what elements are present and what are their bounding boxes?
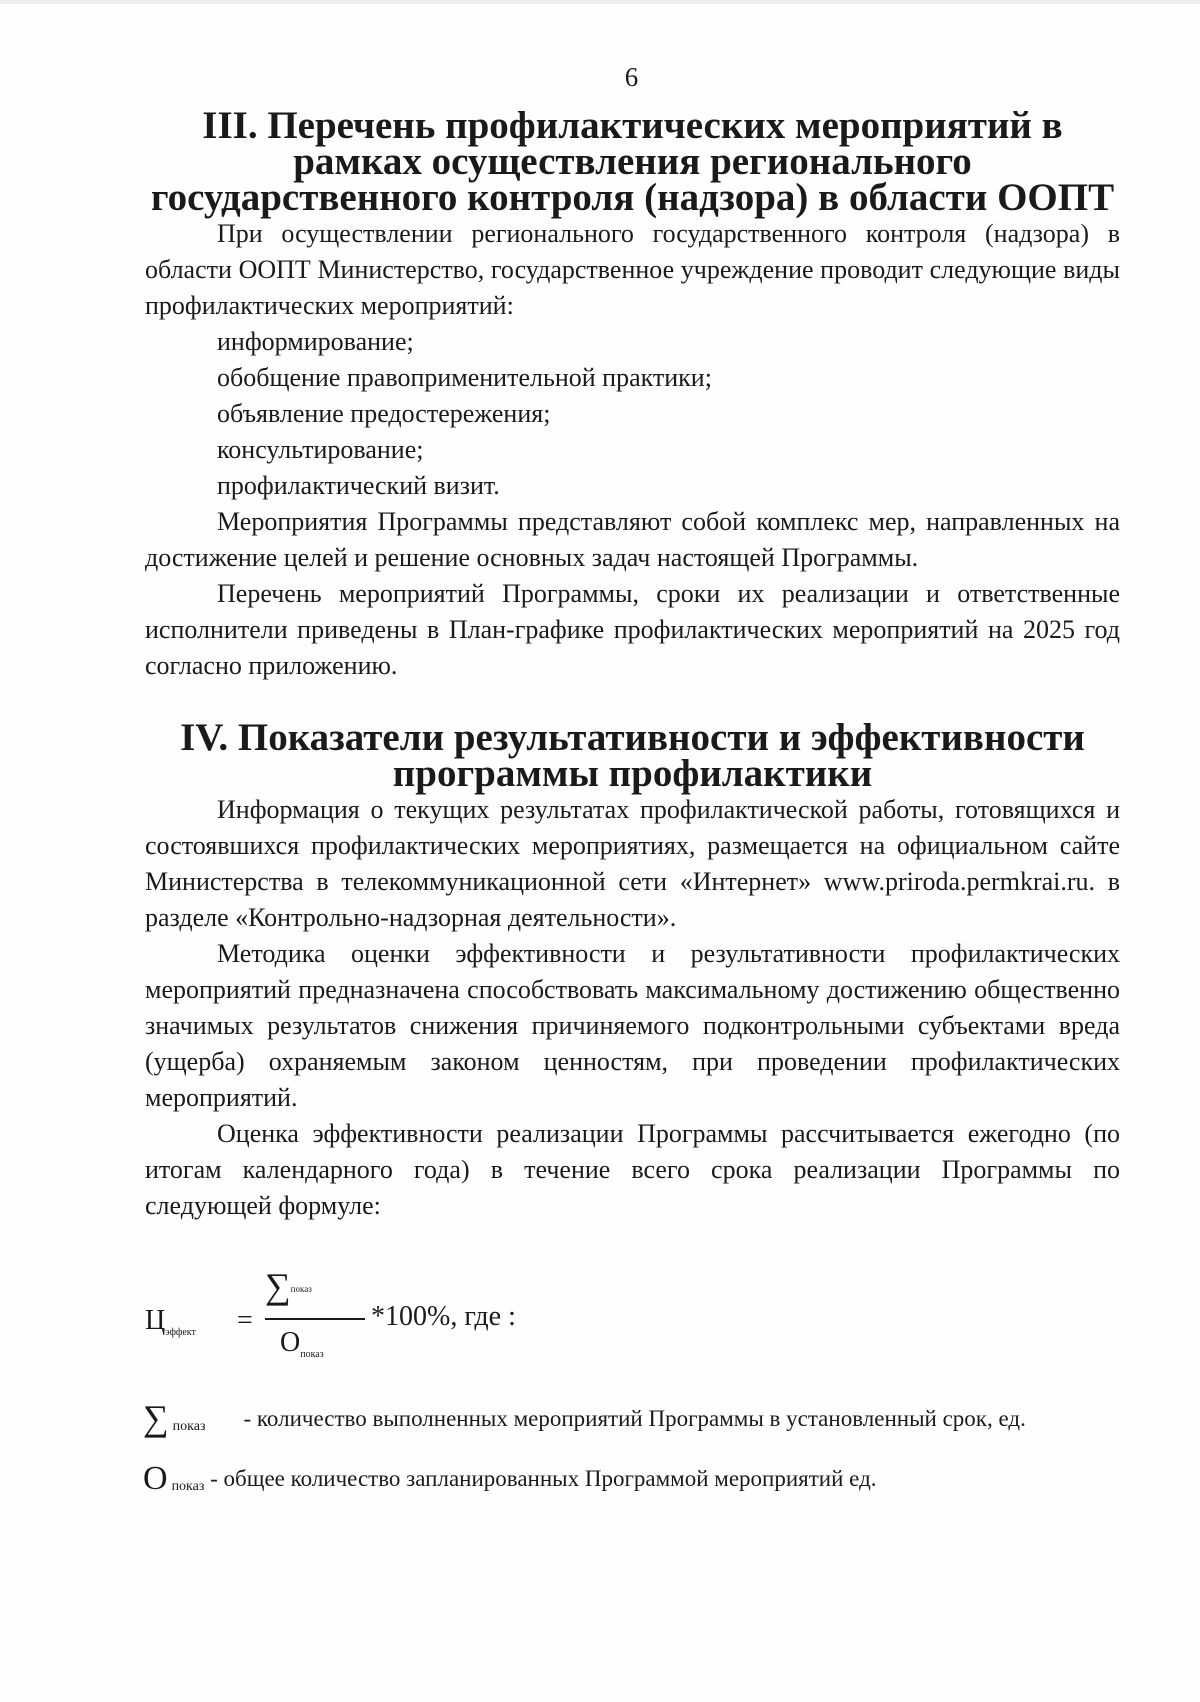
list-item: обобщение правоприменительной практики; <box>217 363 712 392</box>
formula-equals: = <box>237 1305 253 1336</box>
legend-description: - общее количество запланированных Программой мероприятий ед. <box>210 1466 877 1491</box>
section-3-paragraph-2: Мероприятия Программы представляют собой комплекс мер, направленных на достижение целей и решение основных задач настоящей Программы. <box>145 507 1120 572</box>
list-item: профилактический визит. <box>217 471 500 500</box>
legend-subscript: показ <box>171 1479 205 1494</box>
formula-denominator <box>280 1327 324 1360</box>
o-symbol: О <box>143 1460 168 1497</box>
efficiency-formula <box>145 1265 665 1365</box>
page-number: 6 <box>624 62 639 92</box>
formula-lhs <box>145 1305 196 1338</box>
formula-numerator <box>265 1265 312 1307</box>
document-body <box>145 104 1120 1224</box>
section-4-paragraph-2: Методика оценки эффективности и результативности профилактических мероприятий предназначена способствовать максимальному достижению общественно значимых результатов снижения причиняемого подконтрольными субъектами вреда (ущерба) охраняемым законом ценностям, при проведении профилактических мероприятий. <box>145 939 1120 1112</box>
paragraph-text: Информация о текущих результатах профилактической работы, готовящихся и состоявшихся профилактических мероприятиях, размещается на официальном сайте Министерства в телекоммуникационной сети «Интернет» <box>145 795 1120 896</box>
section-3-heading: III. Перечень профилактических мероприятий в рамках осуществления регионального государственного контроля (надзора) в области ООПТ <box>150 104 1115 219</box>
list-item: объявление предостережения; <box>217 399 551 428</box>
section-3-paragraph-3: Перечень мероприятий Программы, сроки их реализации и ответственные исполнители приведены в План-графике профилактических мероприятий на 2025 год согласно приложению. <box>145 579 1120 680</box>
paragraph-text: в разделе «Контрольно-надзорная деятельности». <box>145 867 1120 932</box>
section-4-heading: IV. Показатели результативности и эффективности программы профилактики <box>180 716 1085 795</box>
denominator-symbol: О <box>280 1327 301 1358</box>
sigma-symbol: ∑ <box>265 1266 291 1306</box>
formula-tail: *100%, где : <box>371 1301 516 1332</box>
sigma-symbol: ∑ <box>143 1398 169 1438</box>
website-link[interactable]: www.priroda.permkrai.ru. <box>823 867 1096 896</box>
list-item: информирование; <box>217 327 414 356</box>
list-item: консультирование; <box>217 435 424 464</box>
legend-subscript: показ <box>172 1419 206 1434</box>
legend-description: - количество выполненных мероприятий Программы в установленный срок, ед. <box>243 1406 1026 1431</box>
section-4-paragraph-3: Оценка эффективности реализации Программы рассчитывается ежегодно (по итогам календарного года) в течение всего срока реализации Программы по следующей формуле: <box>145 1119 1120 1220</box>
legend-item-o <box>143 1460 877 1502</box>
formula-lhs-subscript: эффект <box>165 1327 196 1338</box>
section-4-paragraph-1 <box>145 792 1120 936</box>
fraction-bar <box>265 1318 365 1320</box>
legend-item-sigma <box>143 1398 1026 1442</box>
formula-numerator-subscript: показ <box>290 1284 312 1294</box>
formula-lhs-symbol: Ц <box>145 1305 166 1336</box>
section-3-intro: При осуществлении регионального государственного контроля (надзора) в области ООПТ Министерство, государственное учреждение проводит следующие виды профилактических мероприятий: <box>145 219 1120 320</box>
scan-edge <box>0 0 1200 4</box>
formula-denominator-subscript: показ <box>300 1349 324 1360</box>
